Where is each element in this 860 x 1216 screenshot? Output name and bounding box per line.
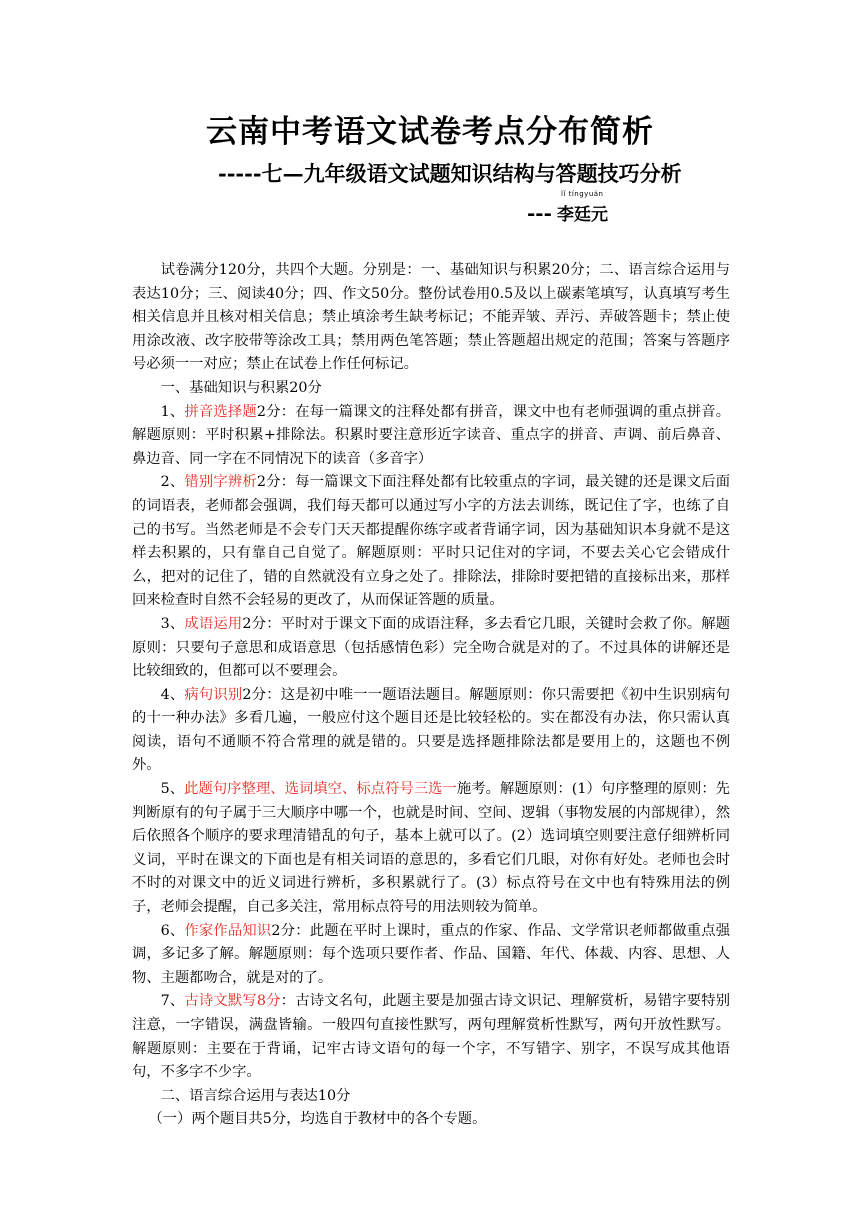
item-paragraph: [132, 778, 730, 920]
intro-paragraph: [132, 259, 730, 377]
item-keyword: 作家作品知识: [184, 922, 272, 939]
section-heading: [132, 1085, 730, 1109]
document-title: 云南中考语文试卷考点分布简析: [206, 114, 654, 150]
item-keyword: 此题句序整理、选词填空、标点符号三选一: [184, 781, 457, 798]
item-number: 6、: [160, 922, 185, 939]
author-line: [527, 190, 608, 225]
item-keyword: 错别字辨析: [184, 474, 257, 491]
item-keyword: 拼音选择题: [184, 403, 257, 420]
item-text: 2分：这是初中唯一一题语法题目。解题原则：你只需要把《初中生识别病句的十一种办法》多看几遍，一般应付这个题目还是比较轻松的。实在都没有办法，你只需认真阅读，语句不通顺不符合常理的就是错的。只要是选择题排除法都是要用上的，这题也不例外。: [132, 686, 730, 774]
item-keyword: 古诗文默写8分: [184, 993, 281, 1010]
section-heading: [132, 377, 730, 401]
item-number: 7、: [160, 993, 185, 1010]
document-subtitle: -----七—九年级语文试题知识结构与答题技巧分析: [218, 161, 682, 186]
section-heading-text: 二、语言综合运用与表达10分: [160, 1087, 351, 1104]
item-paragraph: [132, 990, 730, 1084]
section-heading-text: 一、基础知识与积累20分: [160, 379, 322, 396]
item-paragraph: [132, 401, 730, 472]
item-paragraph: [132, 613, 730, 684]
item-text: ：古诗文名句，此题主要是加强古诗文识记、理解赏析，易错字要特别注意，一字错误，满盘皆输。一般四句直接性默写，两句理解赏析性默写，两句开放性默写。解题原则：主要在于背诵，记牢古诗文语句的每一个字，不写错字、别字，不误写成其他语句，不多字不少字。: [132, 993, 730, 1081]
item-number: 4、: [160, 686, 185, 703]
subsection-paragraph: [132, 1108, 730, 1132]
item-number: 2、: [160, 474, 185, 491]
author-name-ruby: [557, 190, 608, 225]
item-keyword: 成语运用: [184, 615, 243, 632]
item-text: 施考。解题原则：(1）句序整理的原则：先判断原有的句子属于三大顺序中哪一个，也就是时间、空间、逻辑（事物发展的内部规律），然后依照各个顺序的要求理清错乱的句子，基本上就可以了。(2）选词填空则要注意仔细辨析同义词，平时在课文的下面也是有相关词语的意思的，多看它们几眼，对你有好处。老师也会时不时的对课文中的近义词进行辨析，多积累就行了。(3）标点符号在文中也有特殊用法的例子，老师会提醒，自己多关注，常用标点符号的用法则较为简单。: [132, 781, 730, 916]
item-number: 1、: [160, 403, 185, 420]
author-dash: ---: [527, 201, 552, 225]
paragraph-text: （一）两个题目共5分，均选自于教材中的各个专题。: [148, 1111, 487, 1128]
item-text: 2分：平时对于课文下面的成语注释，多去看它几眼，关键时会救了你。解题原则：只要句子意思和成语意思（包括感情色彩）完全吻合就是对的了。不过具体的讲解还是比较细致的，但都可以不要理会。: [132, 615, 730, 680]
item-text: 2分：每一篇课文下面注释处都有比较重点的字词，最关键的还是课文后面的词语表，老师都会强调，我们每天都可以通过写小字的方法去训练，既记住了字，也练了自己的书写。当然老师是不会专门天天都提醒你练字或者背诵字词，因为基础知识本身就不是这样去积累的，只有靠自己自觉了。解题原则：平时只记住对的字词，不要去关心它会错成什么，把对的记住了，错的自然就没有立身之处了。排除法，排除时要把错的直接标出来，那样回来检查时自然不会轻易的更改了，从而保证答题的质量。: [132, 474, 730, 609]
item-paragraph: [132, 684, 730, 778]
item-text: 2分：此题在平时上课时，重点的作家、作品、文学常识老师都做重点强调，多记多了解。解题原则：每个选项只要作者、作品、国籍、年代、体裁、内容、思想、人物、主题都吻合，就是对的了。: [132, 922, 730, 986]
paragraph-text: 试卷满分120分，共四个大题。分别是：一、基础知识与积累20分；二、语言综合运用与表达10分；三、阅读40分；四、作文50分。整份试卷用0.5及以上碳素笔填写，认真填写考生相关信息并且核对相关信息；禁止填涂考生缺考标记；不能弄皱、弄污、弄破答题卡；禁止使用涂改液、改字胶带等涂改工具；禁用两色笔答题；禁止答题超出规定的范围；答案与答题序号必须一一对应；禁止在试卷上作任何标记。: [132, 262, 730, 373]
item-paragraph: [132, 471, 730, 613]
author-pinyin: lǐ tíngyuán: [561, 190, 604, 198]
item-number: 5、: [160, 781, 185, 798]
item-keyword: 病句识别: [184, 686, 243, 703]
item-text: 2分：在每一篇课文的注释处都有拼音，课文中也有老师强调的重点拼音。解题原则：平时积累+排除法。积累时要注意形近字读音、重点字的拼音、声调、前后鼻音、鼻边音、同一字在不同情况下的读音（多音字）: [132, 403, 730, 467]
document-body: [132, 259, 730, 1132]
item-number: 3、: [160, 615, 185, 632]
item-paragraph: [132, 920, 730, 991]
author-name: 李廷元: [557, 205, 608, 225]
